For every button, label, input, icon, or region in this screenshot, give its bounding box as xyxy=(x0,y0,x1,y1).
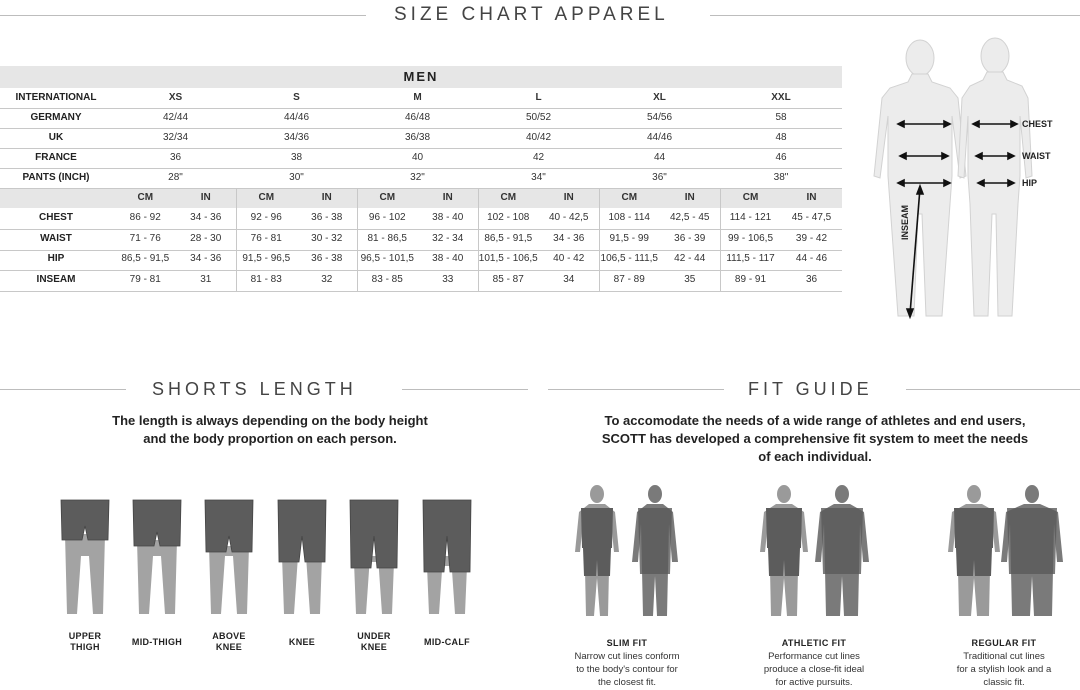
measure-cell-in: 42,5 - 45 xyxy=(670,212,710,223)
shorts-length-label xyxy=(407,637,487,648)
measure-cell-in: 30 - 32 xyxy=(311,233,343,244)
shorts-length-label-line-1: UNDER xyxy=(357,631,391,641)
fit-description xyxy=(552,650,702,689)
fit-description-line: for active pursuits. xyxy=(775,677,853,688)
shorts-length-title: SHORTS LENGTH xyxy=(152,379,357,399)
unit-header-cm: CM xyxy=(621,192,638,203)
shorts-description-line-2: and the body proportion on each person. xyxy=(143,431,397,446)
men-section-header: MEN xyxy=(0,66,842,88)
shorts-rule-left xyxy=(0,389,126,390)
measure-cell-cm: 106,5 - 111,5 xyxy=(600,253,658,264)
row-divider xyxy=(0,128,842,129)
measure-cell-cm: 86,5 - 91,5 xyxy=(121,253,170,264)
size-cell: 38" xyxy=(773,172,789,183)
fit-rule-left xyxy=(548,389,724,390)
measure-cell-cm: 86 - 92 xyxy=(129,212,161,223)
size-cell: 44/46 xyxy=(646,132,673,143)
shorts-figure-icon xyxy=(127,496,187,616)
fit-guide-description xyxy=(560,412,1070,466)
measure-cell-cm: 89 - 91 xyxy=(734,274,767,285)
fit-description-line: produce a close-fit ideal xyxy=(763,664,865,675)
fit-description-line: Traditional cut lines xyxy=(963,651,1045,662)
measure-cell-cm: 111,5 - 117 xyxy=(726,253,775,264)
measure-cell-cm: 83 - 85 xyxy=(371,274,403,285)
column-divider xyxy=(478,188,479,291)
column-divider xyxy=(236,188,237,291)
measure-cell-cm: 86,5 - 91,5 xyxy=(484,233,533,244)
unit-header-cm: CM xyxy=(379,192,396,203)
measure-cell-in: 36 - 38 xyxy=(311,212,343,223)
fit-rule-right xyxy=(906,389,1080,390)
size-cell: 36/38 xyxy=(404,132,431,143)
row-divider xyxy=(0,229,842,230)
size-cell: XS xyxy=(168,92,183,103)
measure-cell-in: 35 xyxy=(684,274,696,285)
row-divider xyxy=(0,168,842,169)
fit-description-line: Performance cut lines xyxy=(768,651,860,662)
fit-figures-icon xyxy=(567,482,687,622)
unit-header-in: IN xyxy=(442,192,453,203)
unit-header-in: IN xyxy=(684,192,695,203)
measure-cell-cm: 102 - 108 xyxy=(487,212,530,223)
measure-cell-cm: 76 - 81 xyxy=(250,233,282,244)
size-cell: 38 xyxy=(290,152,303,163)
measure-cell-cm: 79 - 81 xyxy=(129,274,161,285)
shorts-figure-icon xyxy=(199,496,259,616)
fit-name: SLIM FIT xyxy=(606,638,648,648)
measure-cell-in: 36 - 39 xyxy=(674,233,706,244)
measure-cell-in: 34 - 36 xyxy=(190,212,222,223)
unit-header-in: IN xyxy=(806,192,817,203)
size-cell: 36 xyxy=(169,152,182,163)
shorts-length-label xyxy=(262,637,342,648)
shorts-length-label-line-2: KNEE xyxy=(215,642,243,652)
page-title: SIZE CHART APPAREL xyxy=(394,4,669,25)
measure-cell-in: 39 - 42 xyxy=(795,233,828,244)
front-figure-icon xyxy=(874,40,966,316)
fit-description-line: Narrow cut lines conform xyxy=(574,651,680,662)
fit-figures-icon xyxy=(754,482,874,622)
size-cell: 42 xyxy=(532,152,545,163)
measure-cell-cm: 85 - 87 xyxy=(492,274,524,285)
size-row-label: GERMANY xyxy=(30,112,82,123)
shorts-length-label-line-1: ABOVE xyxy=(212,631,246,641)
measure-cell-in: 38 - 40 xyxy=(432,253,464,264)
measure-cell-in: 45 - 47,5 xyxy=(791,212,832,223)
measure-cell-cm: 108 - 114 xyxy=(608,212,650,223)
fit-description-line-1: To accomodate the needs of a wide range of athletes and end users, xyxy=(604,413,1026,428)
size-cell: 40 xyxy=(411,152,424,163)
measure-cell-in: 32 - 34 xyxy=(432,233,464,244)
shorts-description xyxy=(60,412,480,448)
title-rule-left xyxy=(0,15,366,16)
measure-cell-cm: 99 - 106,5 xyxy=(727,233,774,244)
measure-cell-in: 31 xyxy=(200,274,212,285)
fit-description-line-3: of each individual. xyxy=(758,449,872,464)
measure-cell-in: 34 - 36 xyxy=(190,253,222,264)
size-row-label: FRANCE xyxy=(35,152,77,163)
size-cell: S xyxy=(293,92,300,103)
size-row-label: INTERNATIONAL xyxy=(15,92,97,103)
row-divider xyxy=(0,148,842,149)
size-cell: XXL xyxy=(771,92,791,103)
size-cell: 48 xyxy=(775,132,787,143)
shorts-length-label-line-2: KNEE xyxy=(360,642,388,652)
size-row-label: PANTS (INCH) xyxy=(22,172,90,183)
size-cell: 44/46 xyxy=(283,112,310,123)
measure-cell-cm: 92 - 96 xyxy=(250,212,282,223)
shorts-figure-icon xyxy=(344,496,404,616)
fit-description xyxy=(929,650,1079,689)
measure-cell-in: 40 - 42,5 xyxy=(549,212,589,223)
unit-header-in: IN xyxy=(321,192,332,203)
measure-row-label: HIP xyxy=(47,253,65,264)
shorts-figure-icon xyxy=(417,496,477,616)
size-cell: M xyxy=(413,92,422,103)
unit-header-in: IN xyxy=(200,192,211,203)
back-figure-icon xyxy=(958,38,1032,316)
measure-cell-cm: 101,5 - 106,5 xyxy=(478,253,538,264)
measure-cell-in: 36 - 38 xyxy=(311,253,343,264)
measure-cell-cm: 96,5 - 101,5 xyxy=(360,253,414,264)
fit-guide-title: FIT GUIDE xyxy=(748,379,873,399)
measure-cell-cm: 91,5 - 99 xyxy=(609,233,649,244)
hip-label: HIP xyxy=(1022,178,1038,188)
measure-cell-in: 34 xyxy=(563,274,575,285)
waist-label: WAIST xyxy=(1022,151,1051,161)
chest-label: CHEST xyxy=(1022,119,1053,129)
measure-row-label: CHEST xyxy=(39,212,73,223)
unit-header-cm: CM xyxy=(500,192,517,203)
size-cell: 28" xyxy=(168,172,183,183)
size-cell: 34" xyxy=(531,172,546,183)
shorts-length-label xyxy=(45,631,125,653)
row-divider xyxy=(0,188,842,189)
size-cell: 30" xyxy=(289,172,304,183)
table-bottom-rule xyxy=(0,291,842,292)
measure-cell-in: 44 - 46 xyxy=(795,253,828,264)
fit-name: ATHLETIC FIT xyxy=(781,638,847,648)
row-divider xyxy=(0,108,842,109)
column-divider xyxy=(720,188,721,291)
size-cell: 42/44 xyxy=(162,112,189,123)
size-cell: 32/34 xyxy=(162,132,189,143)
row-divider xyxy=(0,270,842,271)
fit-name: REGULAR FIT xyxy=(971,638,1037,648)
measure-cell-in: 42 - 44 xyxy=(674,253,706,264)
size-row-label: UK xyxy=(48,132,64,143)
fit-description-line: the closest fit. xyxy=(597,677,657,688)
size-cell: 58 xyxy=(775,112,787,123)
measure-cell-in: 28 - 30 xyxy=(190,233,222,244)
size-cell: 36" xyxy=(652,172,667,183)
size-cell: XL xyxy=(653,92,666,103)
size-cell: 40/42 xyxy=(525,132,552,143)
column-divider xyxy=(357,188,358,291)
measure-cell-cm: 71 - 76 xyxy=(129,233,161,244)
size-cell: 46 xyxy=(775,152,787,163)
shorts-length-label xyxy=(117,637,197,648)
size-cell: 54/56 xyxy=(646,112,673,123)
measure-row-label: WAIST xyxy=(40,233,72,244)
title-rule-right xyxy=(710,15,1080,16)
measure-cell-cm: 81 - 83 xyxy=(250,274,282,285)
inseam-label: INSEAM xyxy=(900,204,910,240)
measure-cell-cm: 81 - 86,5 xyxy=(367,233,407,244)
measure-cell-in: 40 - 42 xyxy=(553,253,585,264)
measure-cell-cm: 91,5 - 96,5 xyxy=(242,253,291,264)
shorts-figure-icon xyxy=(55,496,115,616)
fit-description-line-2: SCOTT has developed a comprehensive fit system to meet the needs xyxy=(601,431,1029,446)
body-measurement-diagram xyxy=(870,36,1080,326)
unit-header-cm: CM xyxy=(137,192,154,203)
unit-header-cm: CM xyxy=(258,192,275,203)
shorts-length-label xyxy=(189,631,269,653)
fit-description-line: to the body's contour for xyxy=(576,664,678,675)
shorts-figure-icon xyxy=(272,496,332,616)
shorts-length-label-line-1: UPPER xyxy=(68,631,102,641)
measure-cell-in: 32 xyxy=(321,274,333,285)
shorts-rule-right xyxy=(402,389,528,390)
size-cell: 44 xyxy=(653,152,666,163)
measure-cell-in: 38 - 40 xyxy=(432,212,464,223)
size-cell: 32" xyxy=(410,172,425,183)
measure-cell-cm: 96 - 102 xyxy=(368,212,406,223)
shorts-length-label-line-2: THIGH xyxy=(70,642,100,652)
size-cell: 50/52 xyxy=(525,112,552,123)
fit-description-line: classic fit. xyxy=(983,677,1025,688)
unit-header-in: IN xyxy=(563,192,574,203)
shorts-description-line-1: The length is always depending on the body height xyxy=(112,413,428,428)
column-divider xyxy=(599,188,600,291)
fit-description xyxy=(739,650,889,689)
measure-row-label: INSEAM xyxy=(36,274,76,285)
size-cell: L xyxy=(535,92,542,103)
shorts-length-label-line-1: KNEE xyxy=(288,637,316,647)
unit-header-cm: CM xyxy=(742,192,759,203)
shorts-length-label xyxy=(334,631,414,653)
measure-cell-cm: 114 - 121 xyxy=(729,212,772,223)
shorts-length-label-line-1: MID-THIGH xyxy=(131,637,183,647)
shorts-length-label-line-1: MID-CALF xyxy=(424,637,470,647)
measure-cell-in: 36 xyxy=(805,274,818,285)
row-divider xyxy=(0,250,842,251)
size-cell: 34/36 xyxy=(283,132,310,143)
measure-cell-cm: 87 - 89 xyxy=(613,274,645,285)
measure-cell-in: 33 xyxy=(442,274,454,285)
measure-cell-in: 34 - 36 xyxy=(553,233,585,244)
fit-description-line: for a stylish look and a xyxy=(956,664,1052,675)
size-cell: 46/48 xyxy=(404,112,431,123)
fit-figures-icon xyxy=(944,482,1064,622)
